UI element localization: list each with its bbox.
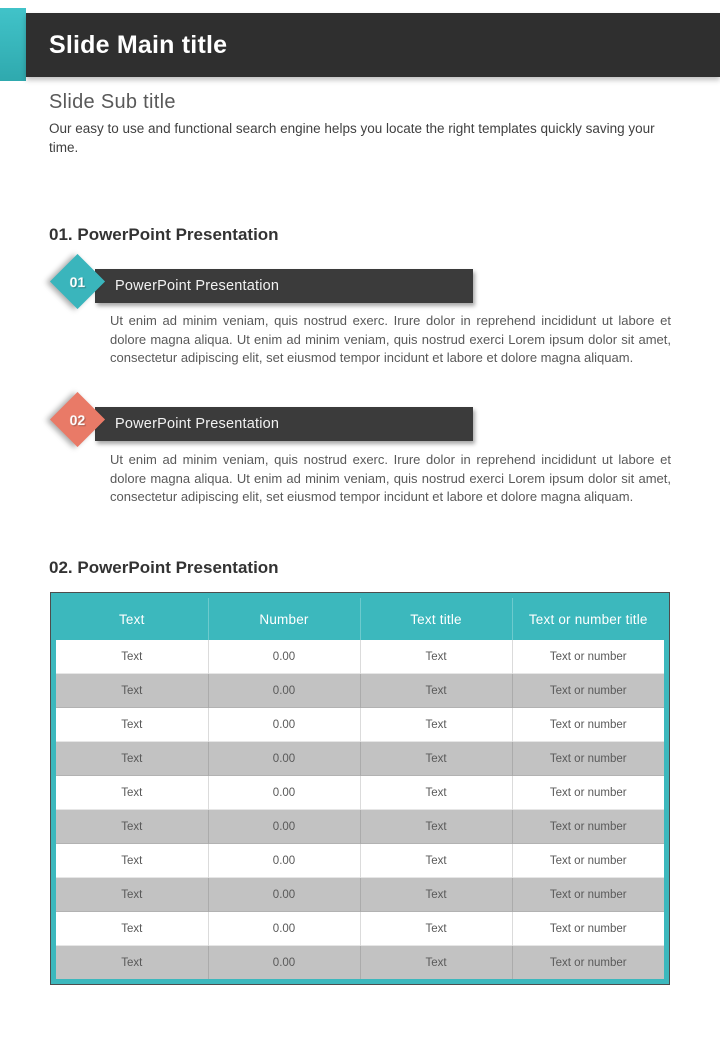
table-cell: Text or number — [549, 956, 627, 969]
table-cell: 0.00 — [208, 640, 360, 674]
table-cell: Text — [360, 844, 512, 878]
table-cell: Text — [56, 878, 208, 912]
table-cell: Text — [360, 640, 512, 674]
item-banner-02 — [95, 407, 473, 441]
table-row — [56, 640, 664, 674]
section-two-heading: 02. PowerPoint Presentation — [49, 558, 279, 577]
table-cell: 0.00 — [208, 912, 360, 946]
table-cell: Text or number — [549, 718, 627, 731]
table-cell: Text or number — [549, 752, 627, 765]
table-cell: Text or number — [549, 854, 627, 867]
page-title: Slide Main title — [49, 30, 228, 59]
table-header-cell: Text or number title — [512, 598, 664, 640]
table-cell: Text — [360, 674, 512, 708]
table-cell: Text — [56, 810, 208, 844]
table-cell: 0.00 — [208, 776, 360, 810]
table-cell: 0.00 — [208, 708, 360, 742]
table-row — [56, 776, 664, 810]
table-cell: Text or number — [549, 684, 627, 697]
section-one-heading: 01. PowerPoint Presentation — [49, 225, 279, 244]
slide-subtitle: Slide Sub title — [49, 91, 176, 113]
table-cell: Text — [360, 912, 512, 946]
table-row — [56, 844, 664, 878]
table-cell: Text — [56, 742, 208, 776]
table-header-cell: Text — [56, 598, 208, 640]
table-cell: Text — [360, 742, 512, 776]
table-cell: 0.00 — [208, 742, 360, 776]
table-header-row — [56, 598, 664, 640]
item-body-02: Ut enim ad minim veniam, quis nostrud exerc. Irure dolor in reprehend incididunt ut labore et dolore magna aliqua. Ut enim ad minim veniam, quis nostrud exerci Lorem ipsum dolor sit amet, consectetur adipiscing elit, set eiusmod tempor incidunt et labore et dolore magna aliquam. — [110, 452, 671, 505]
table-cell: Text — [360, 810, 512, 844]
table-row — [56, 810, 664, 844]
table-cell: 0.00 — [208, 878, 360, 912]
table-row — [56, 742, 664, 776]
table-row — [56, 674, 664, 708]
table-body — [56, 640, 664, 979]
table-row — [56, 878, 664, 912]
table-cell: Text or number — [549, 888, 627, 901]
table-row — [56, 946, 664, 980]
banner-label: PowerPoint Presentation — [115, 416, 280, 432]
table-cell: 0.00 — [208, 844, 360, 878]
intro-text: Our easy to use and functional search engine helps you locate the right templates quickly saving your time. — [49, 121, 655, 155]
table-cell: Text or number — [549, 922, 627, 935]
table-cell: Text or number — [549, 786, 627, 799]
table-cell: 0.00 — [208, 810, 360, 844]
table-row — [56, 912, 664, 946]
table-cell: Text — [360, 708, 512, 742]
table-cell: Text — [56, 844, 208, 878]
table-cell: 0.00 — [208, 674, 360, 708]
table-cell: Text — [56, 912, 208, 946]
table-cell: Text — [56, 776, 208, 810]
data-table — [50, 592, 670, 985]
accent-stripe — [0, 8, 26, 81]
item-banner-01 — [95, 269, 473, 303]
table-cell: Text — [56, 946, 208, 980]
badge-number: 01 — [69, 273, 86, 290]
table-cell: Text — [360, 878, 512, 912]
table-header-cell: Number — [208, 598, 360, 640]
table-cell: Text — [56, 640, 208, 674]
banner-label: PowerPoint Presentation — [115, 278, 280, 294]
table-cell: Text — [56, 708, 208, 742]
item-body-01: Ut enim ad minim veniam, quis nostrud exerc. Irure dolor in reprehend incididunt ut labore et dolore magna aliqua. Ut enim ad minim veniam, quis nostrud exerci Lorem ipsum dolor sit amet, consectetur adipiscing elit, set eiusmod tempor incidunt et labore et dolore magna aliquam. — [110, 313, 671, 366]
table-cell: Text or number — [549, 650, 627, 663]
table-cell: 0.00 — [208, 946, 360, 980]
table-row — [56, 708, 664, 742]
table-cell: Text — [360, 946, 512, 980]
table-cell: Text — [56, 674, 208, 708]
table-cell: Text or number — [549, 820, 627, 833]
table-cell: Text — [360, 776, 512, 810]
table-header-cell: Text title — [360, 598, 512, 640]
badge-number: 02 — [69, 411, 86, 428]
header-bar — [26, 13, 720, 77]
